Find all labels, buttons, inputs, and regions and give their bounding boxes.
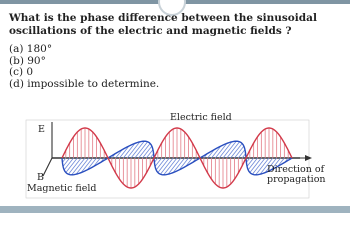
option-a[interactable]: (a) 180° [9, 43, 53, 55]
direction-label-line2: propagation [267, 174, 326, 185]
option-c[interactable]: (c) 0 [9, 66, 34, 78]
question-text: What is the phase difference between the sinusoidal oscillations of the electric and magnetic fields ? [9, 12, 317, 37]
option-b[interactable]: (b) 90° [9, 54, 46, 67]
magnetic-field-label: Magnetic field [27, 183, 97, 194]
electric-field-label: Electric field [170, 112, 232, 123]
b-axis-label: B [37, 172, 44, 183]
bottom-bar [0, 206, 350, 213]
direction-label-line1: Direction of [267, 164, 325, 175]
direction-label [267, 165, 326, 185]
e-axis-label: E [38, 124, 45, 135]
option-d[interactable]: (d) impossible to determine. [9, 77, 160, 90]
